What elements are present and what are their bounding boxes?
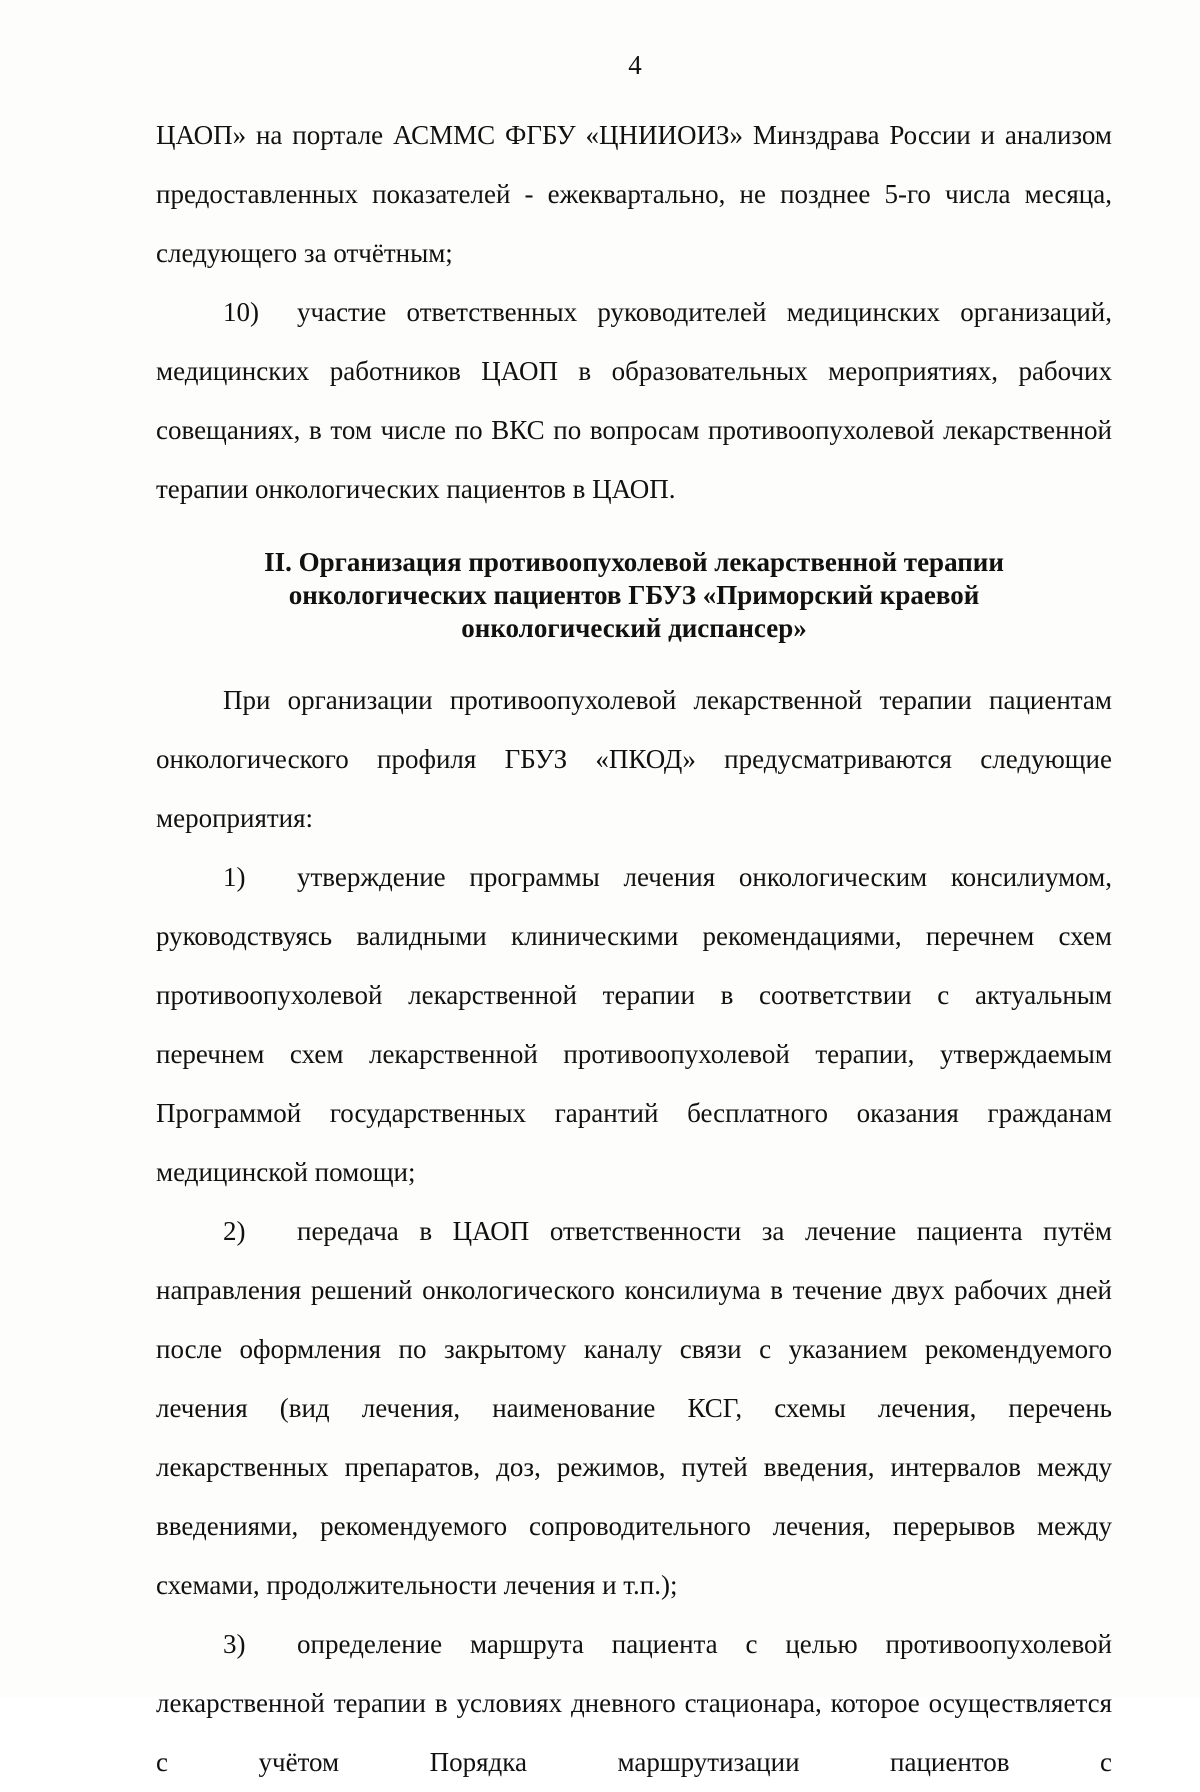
page-number: 4 [628,50,642,80]
list-item-text: определение маршрута пациента с целью противоопухолевой лекарственной терапии в условиях дневного стационара, которое осуществляется с учётом Порядка маршрутизации пациентов с [156,1629,1112,1777]
list-item-number: 3) [223,1629,246,1659]
section-heading [156,546,1112,645]
list-item-number: 1) [223,862,246,892]
section-heading-line: онкологический диспансер» [461,613,807,643]
section-heading-line: II. Организация противоопухолевой лекарственной терапии [264,547,1004,577]
document-body [156,106,1112,1792]
list-item-3 [156,1615,1112,1792]
list-item-number: 2) [223,1216,246,1246]
continuation-paragraph: ЦАОП» на портале АСММС ФГБУ «ЦНИИОИЗ» Минздрава России и анализом предоставленных показателей - ежеквартально, не позднее 5-го числа месяца, следующего за отчётным; [156,120,1112,268]
list-item-text: участие ответственных руководителей медицинских организаций, медицинских работников ЦАОП в образовательных мероприятиях, рабочих совещаниях, в том числе по ВКС по вопросам противоопухолевой лекарственной терапии онкологических пациентов в ЦАОП. [156,297,1112,504]
list-item-1 [156,848,1112,1202]
list-item-text: передача в ЦАОП ответственности за лечение пациента путём направления решений онкологического консилиума в течение двух рабочих дней после оформления по закрытому каналу связи с указанием рекомендуемого лечения (вид лечения, наименование КСГ, схемы лечения, перечень лекарственных препаратов, доз, режимов, путей введения, интервалов между введениями, рекомендуемого сопроводительного лечения, перерывов между схемами, продолжительности лечения и т.п.); [156,1216,1112,1600]
section-intro-paragraph: При организации противоопухолевой лекарственной терапии пациентам онкологического профиля ГБУЗ «ПКОД» предусматриваются следующие мероприятия: [156,685,1112,833]
list-item-10 [156,283,1112,519]
list-item-number: 10) [223,297,259,327]
section-heading-line: онкологических пациентов ГБУЗ «Приморский краевой [288,580,980,610]
list-item-text: утверждение программы лечения онкологическим консилиумом, руководствуясь валидными клиническими рекомендациями, перечнем схем противоопухолевой лекарственной терапии в соответствии с актуальным перечнем схем лекарственной противоопухолевой терапии, утверждаемым Программой государственных гарантий бесплатного оказания гражданам медицинской помощи; [156,862,1112,1187]
list-item-2 [156,1202,1112,1615]
